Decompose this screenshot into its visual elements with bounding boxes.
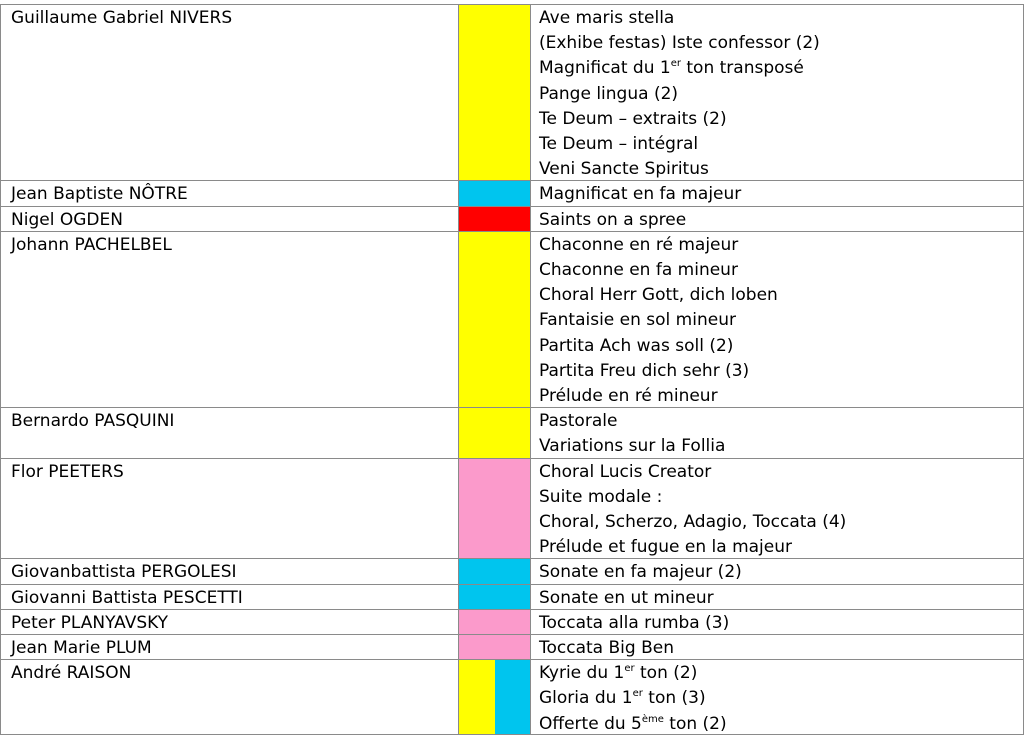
color-swatch-red (459, 207, 530, 231)
works-cell (531, 610, 1024, 634)
composer-name: Nigel OGDEN (0, 207, 459, 231)
color-code-cell (459, 181, 531, 205)
color-swatch-yellow (459, 232, 530, 407)
color-code-cell (459, 5, 531, 180)
composer-name: Giovanbattista PERGOLESI (0, 559, 459, 583)
work-title: Variations sur la Follia (539, 436, 726, 457)
composer-name: Giovanni Battista PESCETTI (0, 585, 459, 609)
work-title: Prélude et fugue en la majeur (539, 537, 792, 558)
table-row (0, 206, 1024, 231)
work-title: Veni Sancte Spiritus (539, 159, 709, 180)
composer-name: Peter PLANYAVSKY (0, 610, 459, 634)
color-code-cell (459, 559, 531, 583)
composer-name: Johann PACHELBEL (0, 232, 459, 407)
color-code-cell (459, 459, 531, 559)
table-row (0, 558, 1024, 583)
color-code-cell (459, 660, 531, 734)
color-swatch-cyan (495, 660, 530, 734)
work-title: Magnificat en fa majeur (539, 184, 742, 205)
composer-name: Flor PEETERS (0, 459, 459, 559)
work-title: Kyrie du 1er ton (2) (539, 663, 698, 684)
color-code-cell (459, 207, 531, 231)
work-title: Chaconne en fa mineur (539, 259, 738, 280)
work-title: Sonate en fa majeur (2) (539, 562, 742, 583)
work-title: Pange lingua (2) (539, 83, 679, 104)
work-title: Fantaisie en sol mineur (539, 310, 736, 331)
works-cell (531, 635, 1024, 659)
works-cell (531, 181, 1024, 205)
color-swatch-pink (459, 635, 530, 659)
works-cell (531, 232, 1024, 407)
works-cell (531, 5, 1024, 180)
work-title: Ave maris stella (539, 8, 675, 28)
color-swatch-cyan (459, 559, 530, 583)
color-code-cell (459, 585, 531, 609)
color-swatch-cyan (459, 181, 530, 205)
color-code-cell (459, 232, 531, 407)
composer-name: Jean Marie PLUM (0, 635, 459, 659)
color-code-cell (459, 408, 531, 457)
work-title: Suite modale : (539, 486, 663, 507)
works-cell (531, 585, 1024, 609)
work-title: Te Deum – extraits (2) (539, 108, 727, 129)
work-title: Toccata alla rumba (3) (539, 612, 730, 633)
table-row (0, 659, 1024, 735)
color-swatch-cyan (459, 585, 530, 609)
table-row (0, 231, 1024, 407)
work-title: Choral Lucis Creator (539, 461, 712, 482)
color-swatch-pink (459, 610, 530, 634)
composer-name: Jean Baptiste NÔTRE (0, 181, 459, 205)
work-title: (Exhibe festas) Iste confessor (2) (539, 33, 820, 54)
works-cell (531, 459, 1024, 559)
works-cell (531, 559, 1024, 583)
table-row (0, 458, 1024, 559)
work-title: Gloria du 1er ton (3) (539, 688, 706, 709)
color-code-cell (459, 610, 531, 634)
works-cell (531, 207, 1024, 231)
works-cell (531, 660, 1024, 734)
work-title: Pastorale (539, 411, 618, 432)
work-title: Partita Ach was soll (2) (539, 335, 734, 356)
color-swatch-yellow (459, 5, 530, 180)
work-title: Magnificat du 1er ton transposé (539, 58, 804, 79)
table-row (0, 584, 1024, 609)
work-title: Prélude en ré mineur (539, 385, 718, 406)
work-title: Sonate en ut mineur (539, 587, 714, 608)
work-title: Choral Herr Gott, dich loben (539, 285, 778, 306)
ordinal-suffix: er (670, 58, 681, 70)
composer-name: Guillaume Gabriel NIVERS (0, 5, 459, 180)
color-code-cell (459, 635, 531, 659)
work-title: Chaconne en ré majeur (539, 234, 739, 255)
work-title: Saints on a spree (539, 209, 687, 230)
table-row (0, 4, 1024, 180)
ordinal-suffix: er (632, 688, 643, 700)
table-row (0, 407, 1024, 457)
work-title: Te Deum – intégral (539, 133, 699, 154)
works-cell (531, 408, 1024, 457)
color-swatch-pink (459, 459, 530, 559)
ordinal-suffix: ème (641, 713, 664, 725)
ordinal-suffix: er (624, 663, 635, 675)
color-swatch-yellow (459, 408, 530, 457)
color-swatch-yellow (459, 660, 496, 734)
work-title: Partita Freu dich sehr (3) (539, 360, 750, 381)
composer-name: Bernardo PASQUINI (0, 408, 459, 457)
work-title: Offerte du 5ème ton (2) (539, 713, 727, 734)
table-row (0, 180, 1024, 205)
table-row (0, 634, 1024, 659)
table-row (0, 609, 1024, 634)
composer-name: André RAISON (0, 660, 459, 734)
work-title: Choral, Scherzo, Adagio, Toccata (4) (539, 511, 847, 532)
work-title: Toccata Big Ben (539, 638, 674, 658)
